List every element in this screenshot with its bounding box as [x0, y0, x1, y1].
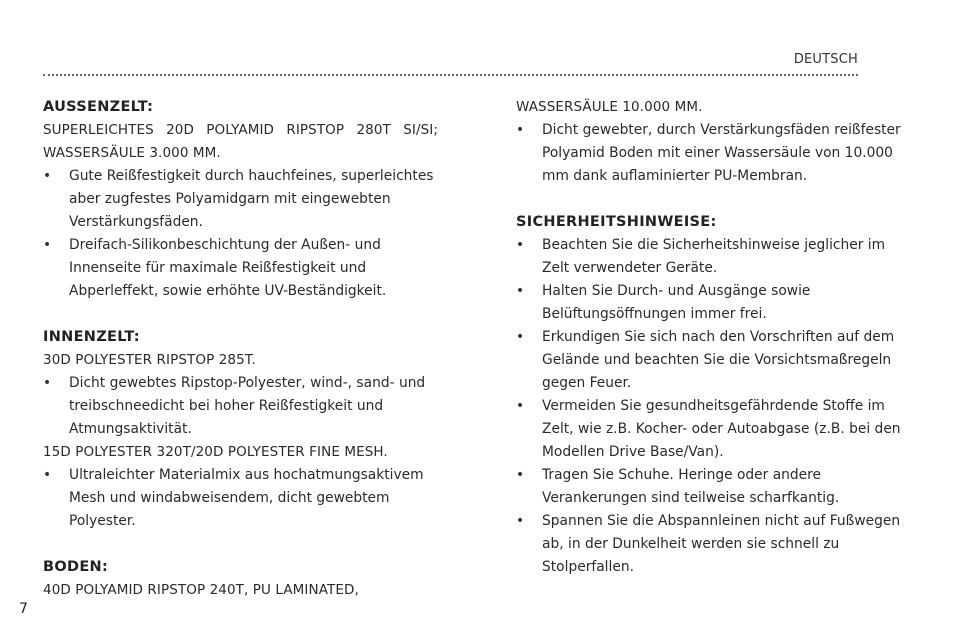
section-aussenzelt — [43, 96, 438, 303]
list-item: • Erkundigen Sie sich nach den Vorschriften auf dem Gelände und beachten Sie die Vorsichtsmaßregeln gegen Feuer. — [516, 326, 911, 395]
bullet-list — [516, 119, 911, 188]
bullet-list — [43, 165, 438, 303]
section-boden — [43, 556, 438, 602]
bullet-list — [43, 464, 438, 533]
section-heading: BODEN: — [43, 559, 109, 575]
section-heading: SICHERHEITSHINWEISE: — [516, 214, 717, 230]
language-label: DEUTSCH — [793, 52, 858, 67]
material-spec: 40D POLYAMID RIPSTOP 240T, PU LAMINATED, — [43, 582, 359, 598]
section-innenzelt — [43, 326, 438, 533]
list-item: • Halten Sie Durch- und Ausgänge sowie Belüftungsöffnungen immer frei. — [516, 280, 911, 326]
list-item: • Dicht gewebter, durch Verstärkungsfäden reißfester Polyamid Boden mit einer Wassersäule von 10.000 mm dank auflaminierter PU-Membran. — [516, 119, 911, 188]
list-item: • Tragen Sie Schuhe. Heringe oder andere Verankerungen sind teilweise scharfkantig. — [516, 464, 911, 510]
list-item: • Ultraleichter Materialmix aus hochatmungsaktivem Mesh und windabweisendem, dicht gewebtem Polyester. — [43, 464, 438, 533]
material-spec: WASSERSÄULE 10.000 MM. — [516, 99, 703, 115]
page-number: 7 — [19, 601, 28, 617]
bullet-list — [43, 372, 438, 441]
section-heading: INNENZELT: — [43, 329, 140, 345]
section-heading: AUSSENZELT: — [43, 99, 154, 115]
dotted-divider — [43, 74, 858, 76]
spacer — [43, 533, 438, 556]
right-column — [516, 96, 911, 579]
section-sicherheitshinweise — [516, 211, 911, 579]
left-column — [43, 96, 438, 602]
list-item: • Spannen Sie die Abspannleinen nicht auf Fußwegen ab, in der Dunkelheit werden sie schnell zu Stolperfallen. — [516, 510, 911, 579]
section-boden-continued — [516, 96, 911, 188]
material-spec: 30D POLYESTER RIPSTOP 285T. — [43, 352, 256, 368]
bullet-list — [516, 234, 911, 579]
list-item: • Beachten Sie die Sicherheitshinweise jeglicher im Zelt verwendeter Geräte. — [516, 234, 911, 280]
material-spec: 15D POLYESTER 320T/20D POLYESTER FINE MESH. — [43, 444, 388, 460]
list-item: • Dicht gewebtes Ripstop-Polyester, wind-, sand- und treibschneedicht bei hoher Reißfestigkeit und Atmungsaktivität. — [43, 372, 438, 441]
list-item: • Gute Reißfestigkeit durch hauchfeines, superleichtes aber zugfestes Polyamidgarn mit eingewebten Verstärkungsfäden. — [43, 165, 438, 234]
spacer — [516, 188, 911, 211]
material-spec: SUPERLEICHTES 20D POLYAMID RIPSTOP 280T SI/SI; WASSERSÄULE 3.000 MM. — [43, 122, 438, 161]
list-item: • Dreifach-Silikonbeschichtung der Außen- und Innenseite für maximale Reißfestigkeit und Abperleffekt, sowie erhöhte UV-Beständigkeit. — [43, 234, 438, 303]
spacer — [43, 303, 438, 326]
list-item: • Vermeiden Sie gesundheitsgefährdende Stoffe im Zelt, wie z.B. Kocher- oder Autoabgase (z.B. bei den Modellen Drive Base/Van). — [516, 395, 911, 464]
